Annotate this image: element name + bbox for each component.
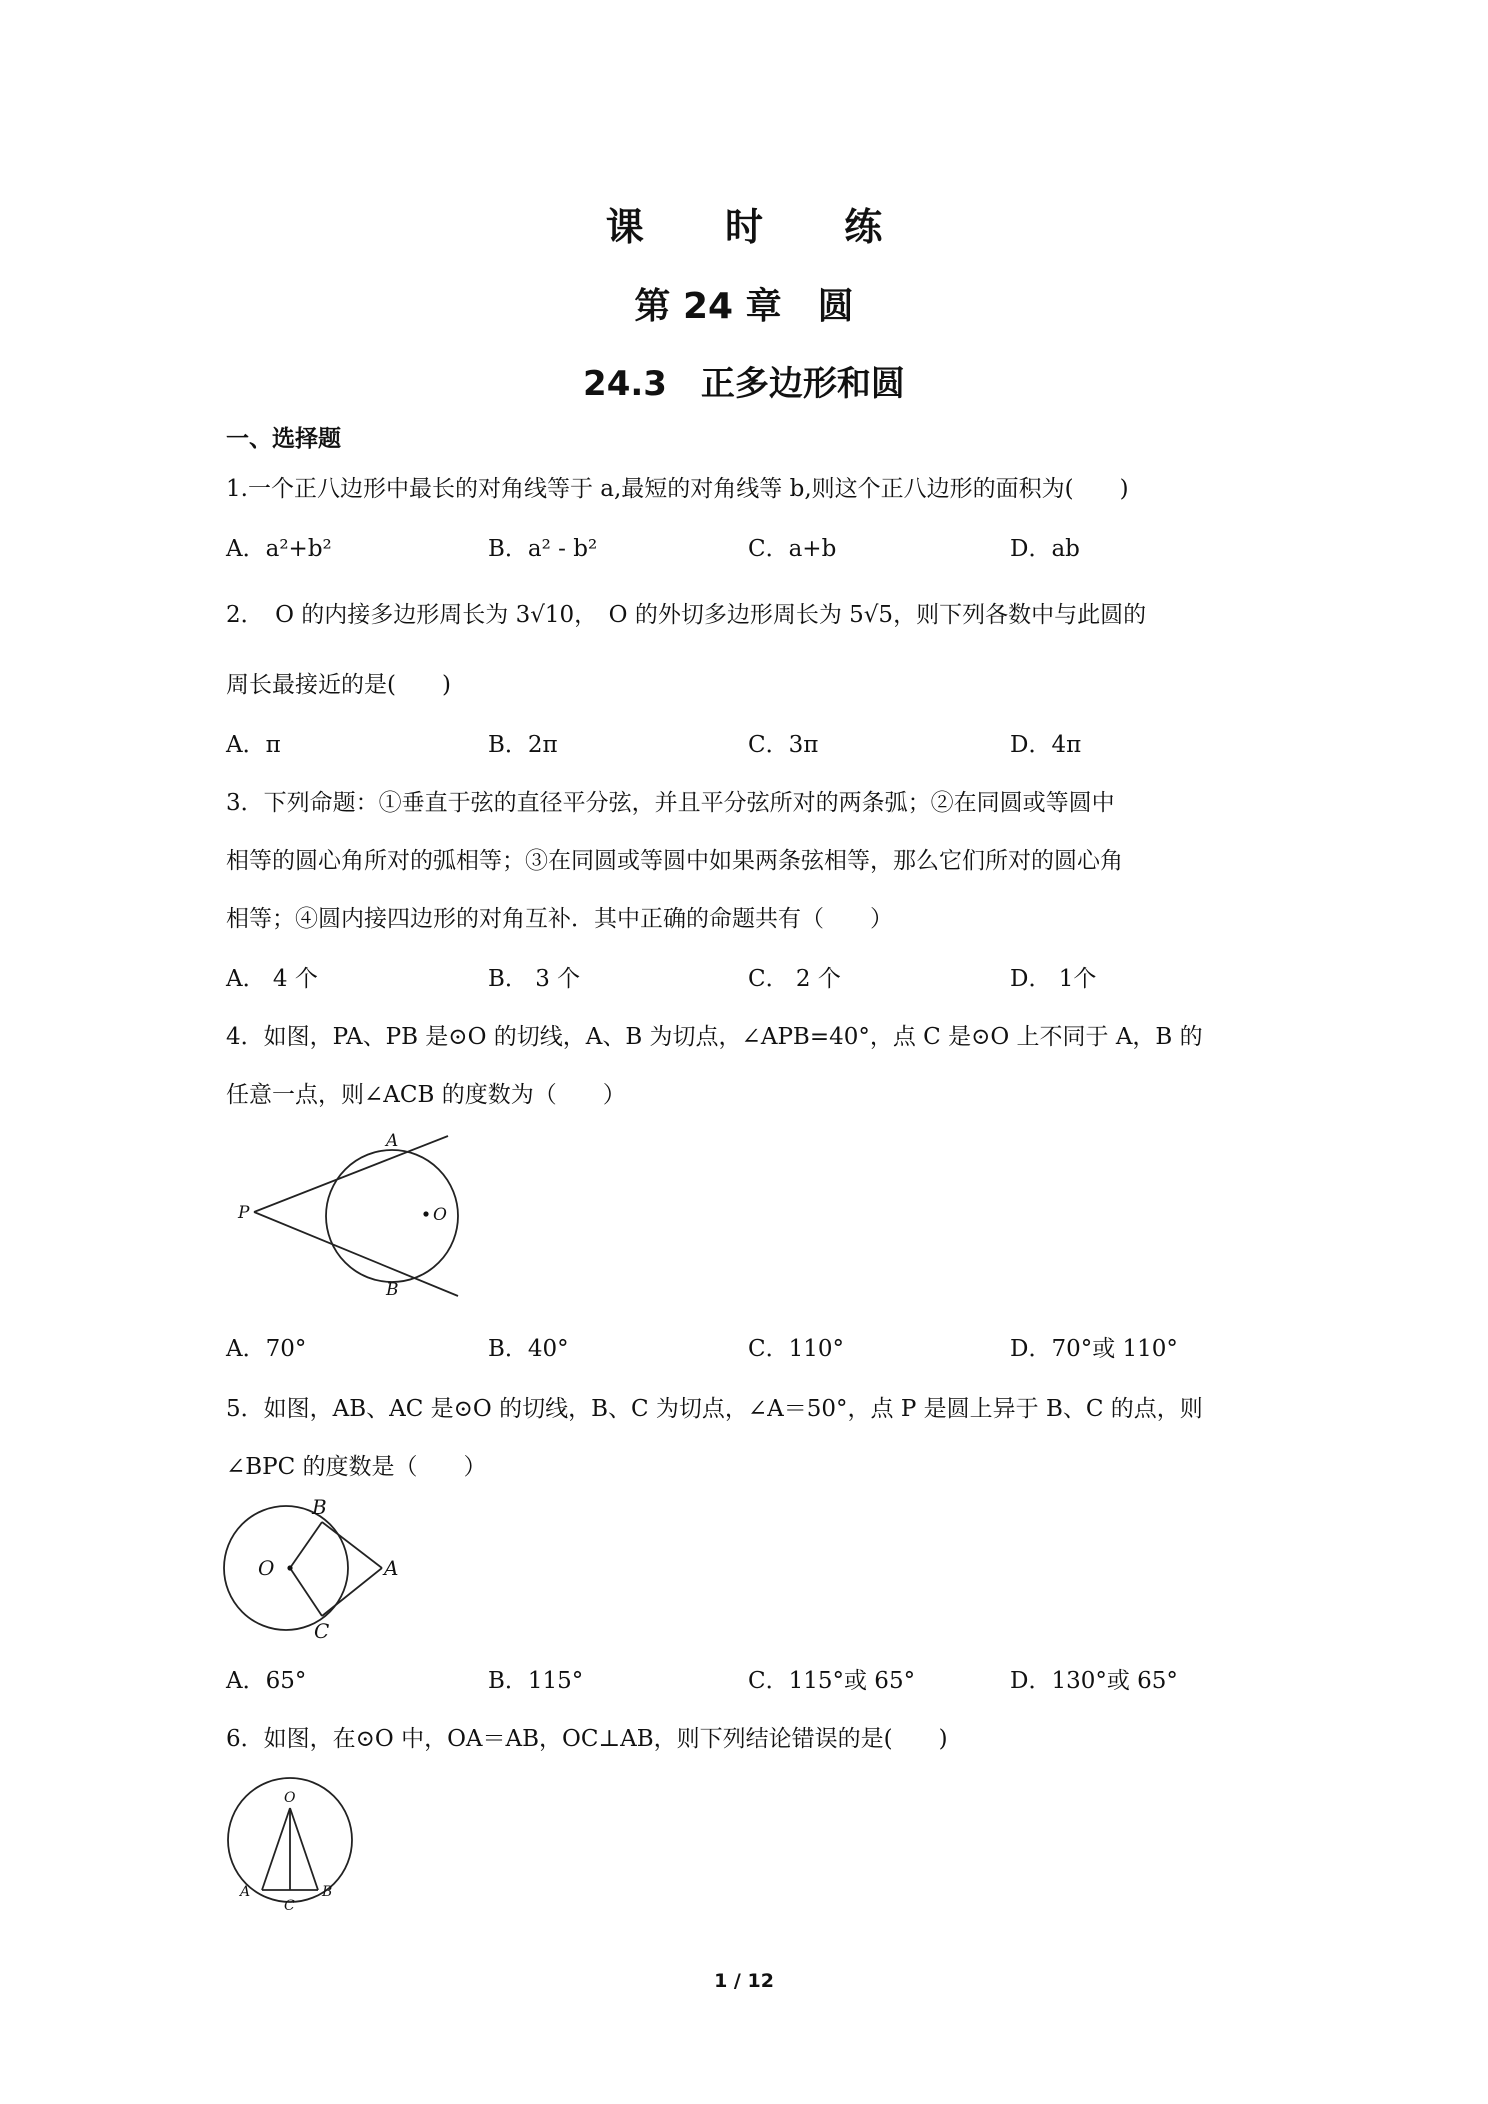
- label-a: A: [384, 1556, 399, 1580]
- q4-option-d: D．70°或 110°: [1010, 1336, 1178, 1362]
- label-c: C: [284, 1898, 295, 1914]
- q1-option-b: B．a² - b²: [488, 536, 598, 562]
- q5-text-line2: ∠BPC 的度数是（ ）: [226, 1454, 487, 1480]
- q1-option-d: D．ab: [1010, 536, 1080, 562]
- q2-text-line2: 周长最接近的是( ): [226, 672, 451, 698]
- q3-text-line3: 相等；④圆内接四边形的对角互补．其中正确的命题共有（ ）: [226, 906, 893, 932]
- q6-text: 6．如图，在⊙O 中，OA＝AB，OC⊥AB，则下列结论错误的是( ): [226, 1726, 948, 1752]
- q1-options: [226, 530, 1326, 560]
- segment-ob: [290, 1808, 318, 1890]
- q3-option-a: A． 4 个: [226, 966, 318, 992]
- center-dot: [287, 1565, 292, 1570]
- q3-option-b: B． 3 个: [488, 966, 581, 992]
- segment-oa: [262, 1808, 290, 1890]
- label-a: A: [386, 1131, 399, 1151]
- label-c: C: [314, 1619, 330, 1643]
- q2-option-b: B．2π: [488, 732, 558, 758]
- q4-figure: [226, 1122, 516, 1302]
- label-b: B: [386, 1280, 399, 1300]
- q3-options: [226, 960, 1326, 990]
- q4-option-a: A．70°: [226, 1336, 307, 1362]
- q5-option-a: A．65°: [226, 1668, 307, 1694]
- q5-text-line1: 5．如图，AB、AC 是⊙O 的切线，B、C 为切点，∠A＝50°，点 P 是圆上异于 B、C 的点，则: [226, 1396, 1203, 1422]
- q2-option-c: C．3π: [748, 732, 819, 758]
- q5-option-c: C．115°或 65°: [748, 1668, 916, 1694]
- q3-option-d: D． 1个: [1010, 966, 1097, 992]
- q6-figure: [222, 1768, 362, 1918]
- q1-text: 1.一个正八边形中最长的对角线等于 a,最短的对角线等 b,则这个正八边形的面积为( ): [226, 476, 1129, 502]
- label-p: P: [238, 1203, 250, 1223]
- tangent-line-pb: [254, 1212, 458, 1296]
- q2-options: [226, 726, 1326, 756]
- segment-ob: [290, 1522, 322, 1568]
- q2-option-a: A．π: [226, 732, 281, 758]
- label-o: O: [284, 1790, 296, 1806]
- q5-option-b: B．115°: [488, 1668, 584, 1694]
- q1-option-c: C．a+b: [748, 536, 837, 562]
- q3-text-line2: 相等的圆心角所对的弧相等；③在同圆或等圆中如果两条弦相等，那么它们所对的圆心角: [226, 848, 1123, 874]
- label-o: O: [433, 1205, 447, 1225]
- doc-title: 课 时 练: [605, 205, 917, 249]
- q4-text-line2: 任意一点，则∠ACB 的度数为（ ）: [226, 1082, 626, 1108]
- q1-option-a: A．a²+b²: [226, 536, 332, 562]
- q4-option-c: C．110°: [748, 1336, 844, 1362]
- q4-options: [226, 1330, 1326, 1360]
- part-heading: 一、选择题: [226, 426, 341, 452]
- segment-ca: [322, 1568, 382, 1616]
- q4-text-line1: 4．如图，PA、PB 是⊙O 的切线，A、B 为切点，∠APB=40°，点 C 是⊙O 上不同于 A，B 的: [226, 1024, 1203, 1050]
- section-title: 24.3 正多边形和圆: [583, 364, 905, 404]
- page-number: 1 / 12: [714, 1970, 774, 1992]
- chapter-title: 第 24 章 圆: [634, 286, 854, 327]
- q3-option-c: C． 2 个: [748, 966, 841, 992]
- q2-option-d: D．4π: [1010, 732, 1082, 758]
- label-b: B: [312, 1495, 327, 1519]
- label-b: B: [322, 1884, 333, 1900]
- circle-o: [224, 1506, 348, 1630]
- segment-oc: [290, 1568, 322, 1616]
- q5-figure: [222, 1494, 412, 1644]
- q2-text-line1: 2． O 的内接多边形周长为 3√10， O 的外切多边形周长为 5√5，则下列各数中与此圆的: [226, 602, 1147, 628]
- segment-ba: [322, 1522, 382, 1568]
- q4-option-b: B．40°: [488, 1336, 569, 1362]
- center-dot: [423, 1211, 428, 1216]
- q3-text-line1: 3．下列命题：①垂直于弦的直径平分弦，并且平分弦所对的两条弧；②在同圆或等圆中: [226, 790, 1115, 816]
- q5-options: [226, 1662, 1326, 1692]
- label-a: A: [240, 1884, 251, 1900]
- tangent-line-pa: [254, 1136, 448, 1212]
- q5-option-d: D．130°或 65°: [1010, 1668, 1178, 1694]
- label-o: O: [258, 1556, 275, 1580]
